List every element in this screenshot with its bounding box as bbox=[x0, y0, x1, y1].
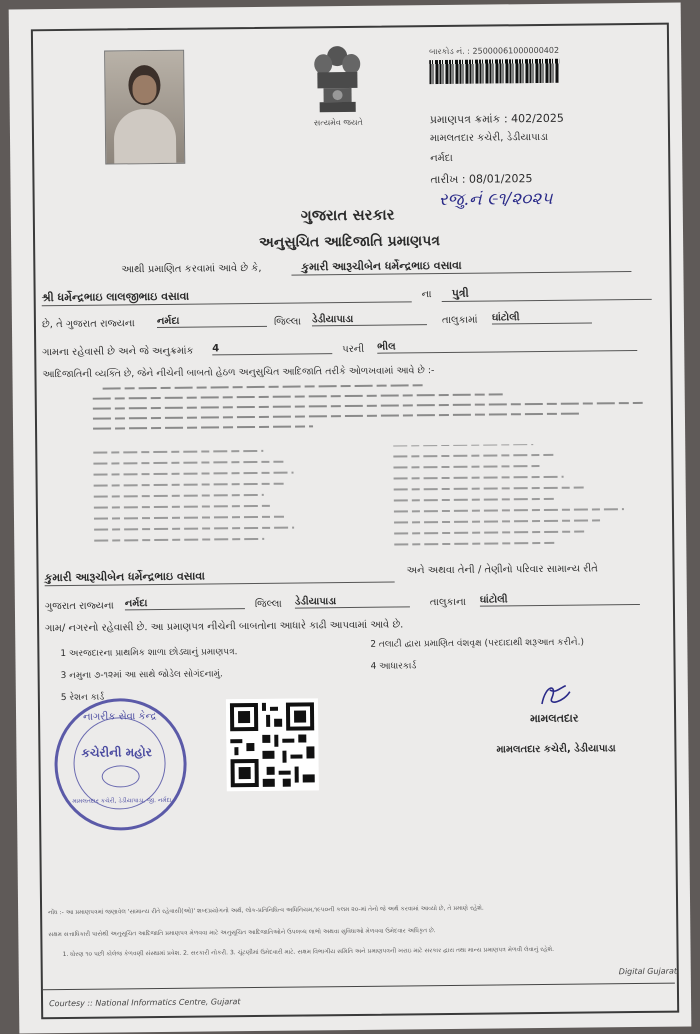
caste-value: ભીલ bbox=[377, 339, 637, 354]
certificate-date: તારીખ : 08/01/2025 bbox=[430, 172, 533, 187]
recognition-text: આદિજાતિની વ્યક્તિ છે, જેને નીચેની બાબતો હેઠળ અનુસુચિત આદિજાતિ તરીકે ઓળખવામાં આવે છે :- bbox=[42, 365, 435, 381]
basis-item-4: 4 આધારકાર્ડ bbox=[370, 661, 417, 672]
district-label-2: જિલ્લા bbox=[254, 598, 282, 611]
qr-code bbox=[226, 698, 319, 791]
emblem-caption: સત્યમેવ જયતે bbox=[313, 117, 363, 128]
state-value-2: નર્મદા bbox=[125, 597, 245, 610]
certificate-number: પ્રમાણપત્ર ક્રમાંક : 402/2025 bbox=[429, 111, 564, 127]
state-prefix: છે, તે ગુજરાત રાજ્યના bbox=[41, 318, 135, 331]
signature-designation: મામલતદાર bbox=[530, 711, 579, 726]
district-label: જિલ્લા bbox=[273, 316, 301, 328]
taluka-value-2: ઘાંટોલી bbox=[480, 593, 640, 607]
handwritten-date: રજુ.નં ૯૧/૨૦૨૫ bbox=[438, 188, 553, 211]
father-name: શ્રી ધર્મેન્દ્રભાઇ લાલજીભાઇ વસાવા bbox=[42, 287, 412, 306]
basis-item-5: 5 રેશન કાર્ડ bbox=[60, 692, 105, 704]
residence-text: ગામ/ નગરનો રહેવાસી છે. આ પ્રમાણપત્ર નીચેની બાબતોના આધારે કાઢી આપવામાં આવે છે. bbox=[45, 619, 404, 635]
orders-fine-print bbox=[83, 379, 644, 441]
header-office: મામલતદાર કચેરી, ડેડીયાપાડા bbox=[429, 131, 549, 145]
relation: પુત્રી bbox=[442, 285, 652, 302]
signature bbox=[536, 680, 576, 710]
district-value: ડેડીયાપાડા bbox=[312, 313, 427, 326]
signature-office: મામલતદાર કચેરી, ડેડીયાપાડા bbox=[496, 743, 616, 756]
family-text: અને અથવા તેની / તેણીનો પરિવાર સામાન્ય રીતે bbox=[406, 563, 598, 577]
state-value: નર્મદા bbox=[157, 315, 267, 328]
applicant-photo bbox=[104, 50, 185, 165]
office-seal bbox=[54, 698, 187, 831]
basis-item-1: 1 અરજદારના પ્રાથમિક શાળા છોડ્યાનું પ્રમાણપત્ર. bbox=[60, 647, 238, 660]
header-district: નર્મદા bbox=[430, 152, 453, 165]
digital-gujarat-text: Digital Gujarat bbox=[618, 966, 678, 977]
village-text: ગામના રહેવાસી છે અને જે અનુક્રમાંક bbox=[42, 345, 194, 359]
certificate-title: અનુસુચિત આદિજાતિ પ્રમાણપત્ર bbox=[259, 233, 440, 251]
seal-ring-text: મામલતદાર કચેરી, ડેડીયાપાડા, જી. નર્મદા bbox=[72, 796, 172, 805]
courtesy-text: Courtesy :: National Informatics Centre, Gujarat bbox=[49, 997, 241, 1009]
footer-note: નોંધ :- આ પ્રમાણપત્રમાં જણાવેલ 'સામાન્ય રીતે રહેવાસી(ઓ)' શબ્દપ્રયોગનો અર્થ, લોક-પ્રતિનિધિત્વ અધિનિયમ,૧૯૫૦ની કલમ ૨૦-માં તેનો જે અર્થ કરવામાં આવ્યો છે, તે પ્રમાણે રહેશે. bbox=[48, 904, 484, 917]
taluka-label-2: તાલુકાના bbox=[429, 596, 467, 609]
government-title: ગુજરાત સરકાર bbox=[300, 205, 395, 225]
applicant-name-2: કુમારી આરૂચીબેન ધર્મેન્દ્રભાઇ વસાવા bbox=[45, 568, 395, 587]
taluka-label: તાલુકામાં bbox=[441, 314, 478, 327]
barcode bbox=[429, 59, 559, 84]
certify-text: આથી પ્રમાણિત કરવામાં આવે છે કે, bbox=[121, 262, 262, 276]
state-prefix-2: ગુજરાત રાજ્યના bbox=[44, 600, 114, 613]
district-value-2: ડેડીયાપાડા bbox=[295, 595, 410, 608]
footer-points: 1. ધોરણ ૧૦ પછી કોલેજ કેળવણી સંસ્થામાં પ્રવેશ. 2. સરકારી નોકરી. 3. ચૂંટણીમાં ઉમેદવારી માટે. સક્ષમ વિભાગીય સમિતિ અને પ્રમાણપત્રની ખરાઇ માટે સરકાર દ્વારા તથા માન્ય પ્રમાણપત્ર મેળવી લેવાનું રહેશે. bbox=[62, 945, 555, 959]
serial-number: 4 bbox=[212, 342, 332, 355]
schedules-fine-print bbox=[83, 443, 644, 554]
taluka-value: ઘાંટોલી bbox=[492, 311, 592, 324]
certificate-paper bbox=[9, 3, 692, 1034]
footer-instructions: સક્ષમ સત્તાધિકારી પાસેથી અનુસૂચિત આદિજાતિ પ્રમાણપત્ર મેળવવા માટે અનુસૂચિત આદિજાતિઓને ઉપલબ્ધ લાભો અથવા સુવિધાઓ મેળવવા ઉમેદવાર અધિકૃત છે. bbox=[48, 927, 436, 939]
seal-center-text: કચેરીની મહોર bbox=[81, 745, 152, 760]
caste-label: પરની bbox=[342, 343, 365, 356]
seal-outer-text: નાગરીક સેવા કેન્દ્ર bbox=[83, 711, 157, 723]
barcode-label: બારકોડ નં. : 25000061000000402 bbox=[429, 45, 560, 57]
na-label: ના bbox=[421, 289, 432, 301]
basis-item-2: 2 તલાટી દ્વારા પ્રમાણિત વંશવૃક્ષ (પરદાદાથી શરૂઆત કરીને.) bbox=[370, 637, 584, 650]
basis-item-3: 3 નમુના ૭-૧૨માં આ સાથે જોડેલ સોગંદનામું. bbox=[60, 669, 223, 682]
applicant-name: કુમારી આરૂચીબેન ધર્મેન્દ્રભાઇ વસાવા bbox=[291, 257, 631, 276]
